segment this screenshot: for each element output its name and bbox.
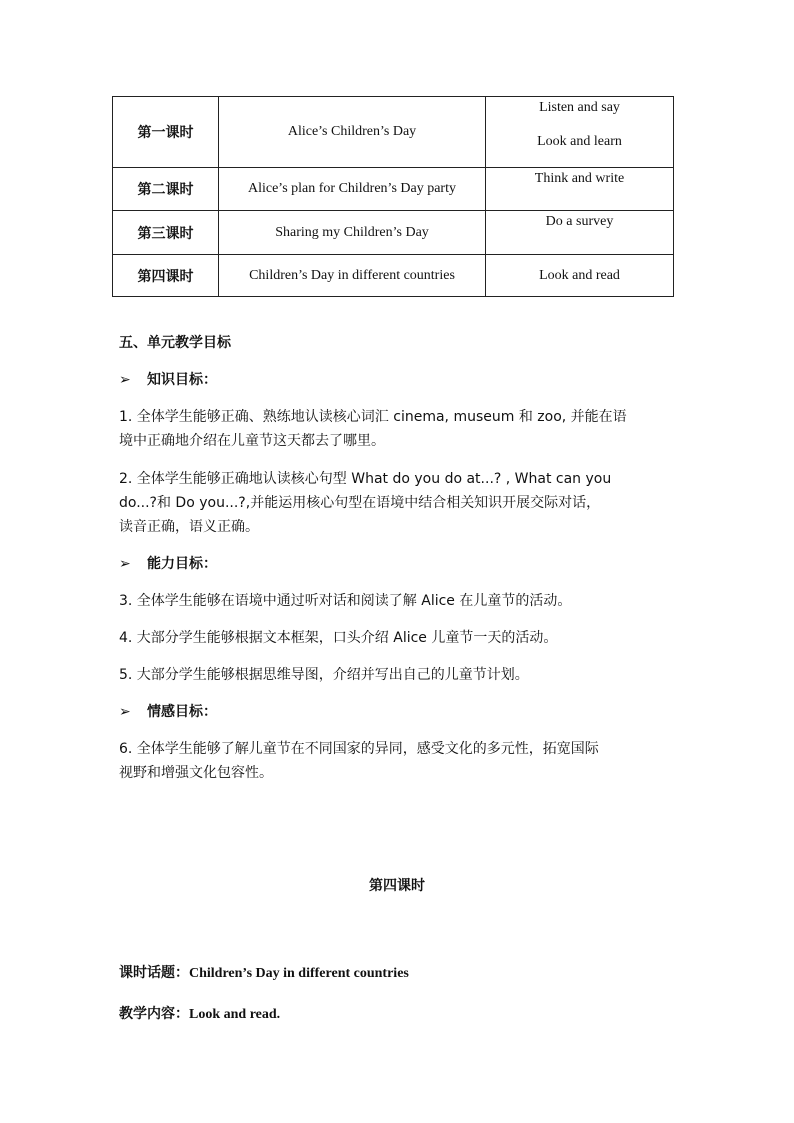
activity-item: Listen and say <box>539 100 620 115</box>
lesson-topic-label: 课时话题： <box>119 965 189 981</box>
lesson-content-label: 教学内容： <box>119 1006 189 1022</box>
goal-item-continued: 视野和增强文化包容性。 <box>119 765 273 781</box>
lesson-content-value: Look and read. <box>189 1007 281 1022</box>
activity-cell <box>486 97 674 168</box>
period-cell: 第四课时 <box>113 255 219 297</box>
emotion-heading: ➢ 情感目标： <box>119 700 679 724</box>
activity-cell <box>486 168 674 211</box>
bullet-arrow-icon: ➢ <box>119 704 131 720</box>
goal-item-continued: 境中正确地介绍在儿童节这天都去了哪里。 <box>119 433 385 449</box>
goal-item-continued: do...?和 Do you...?,并能运用核心句型在语境中结合相关知识开展交际对话， <box>119 495 601 511</box>
table-row <box>113 97 674 168</box>
knowledge-heading: ➢ 知识目标： <box>119 368 679 392</box>
topic-cell: Children’s Day in different countries <box>219 255 486 297</box>
lesson-schedule-table <box>112 96 674 297</box>
activity-item: Look and learn <box>537 134 622 149</box>
lesson-four-heading: 第四课时 <box>369 878 425 894</box>
activity-item: Look and read <box>539 267 620 283</box>
period-cell: 第三课时 <box>113 211 219 255</box>
activity-item: Do a survey <box>545 214 614 229</box>
table-row <box>113 211 674 255</box>
period-cell: 第一课时 <box>113 97 219 168</box>
table-row <box>113 255 674 297</box>
topic-cell: Alice’s Children’s Day <box>219 97 486 168</box>
activity-cell <box>486 211 674 255</box>
bullet-arrow-icon: ➢ <box>119 372 131 388</box>
activity-item: Think and write <box>534 171 625 186</box>
goal-item: 1. 全体学生能够正确、熟练地认读核心词汇 cinema, museum 和 zoo, 并能在语 <box>119 409 627 425</box>
ability-heading: ➢ 能力目标： <box>119 552 679 576</box>
goal-item: 3. 全体学生能够在语境中通过听对话和阅读了解 Alice 在儿童节的活动。 <box>119 593 572 609</box>
goal-item: 2. 全体学生能够正确地认读核心句型 What do you do at...? , What can you <box>119 471 612 487</box>
topic-cell: Sharing my Children’s Day <box>219 211 486 255</box>
section-heading-goals: 五、单元教学目标 <box>119 335 231 351</box>
lesson-content-line <box>119 1003 280 1023</box>
lesson-topic-value: Children’s Day in different countries <box>189 966 409 981</box>
goal-item: 5. 大部分学生能够根据思维导图，介绍并写出自己的儿童节计划。 <box>119 667 529 683</box>
bullet-arrow-icon: ➢ <box>119 556 131 572</box>
topic-cell: Alice’s plan for Children’s Day party <box>219 168 486 211</box>
goal-item: 6. 全体学生能够了解儿童节在不同国家的异同，感受文化的多元性，拓宽国际 <box>119 741 599 757</box>
activity-cell <box>486 255 674 297</box>
table-row <box>113 168 674 211</box>
lesson-topic-line <box>119 962 409 982</box>
period-cell: 第二课时 <box>113 168 219 211</box>
goal-item: 4. 大部分学生能够根据文本框架，口头介绍 Alice 儿童节一天的活动。 <box>119 630 558 646</box>
goal-item-continued: 读音正确，语义正确。 <box>119 519 259 535</box>
